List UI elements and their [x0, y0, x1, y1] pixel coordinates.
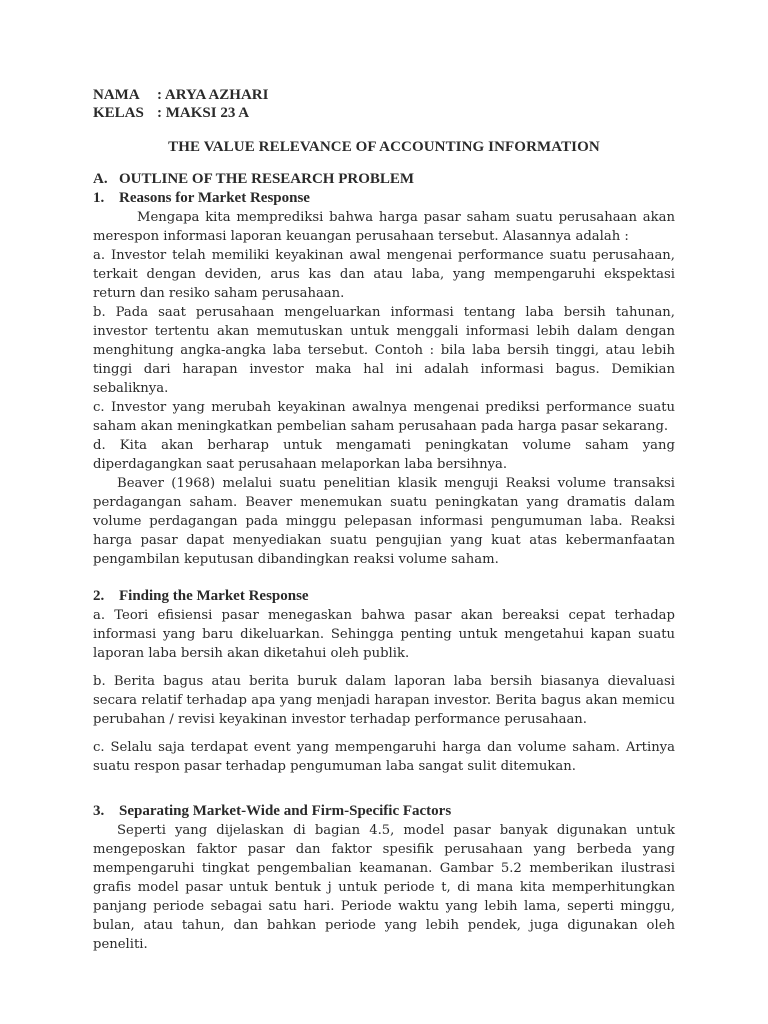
subsection-3-title: Separating Market-Wide and Firm-Specific Factors: [119, 803, 452, 819]
subsection-2-item-a: a. Teori efisiensi pasar menegaskan bahwa pasar akan bereaksi cepat terhadap informasi yang baru dikeluarkan. Sehingga penting untuk mengetahui kapan suatu laporan laba bersih akan diketahui oleh publik.: [93, 608, 675, 661]
subsection-1-item-b: b. Pada saat perusahaan mengeluarkan informasi tentang laba bersih tahunan, investor tertentu akan memutuskan untuk menggali informasi lebih dalam dengan menghitung angka-angka laba tersebut. Contoh : bila laba bersih tinggi, atau lebih tinggi dari harapan investor maka hal ini adalah informasi bagus. Demikian sebaliknya.: [93, 305, 675, 396]
subsection-2-item-b: b. Berita bagus atau berita buruk dalam laporan laba bersih biasanya dievaluasi secara relatif terhadap apa yang menjadi harapan investor. Berita bagus akan memicu perubahan / revisi keyakinan investor terhadap performance perusahaan.: [93, 674, 675, 727]
subsection-1-item-c: c. Investor yang merubah keyakinan awalnya mengenai prediksi performance suatu saham akan meningkatkan pembelian saham perusahaan pada harga pasar sekarang.: [93, 400, 675, 434]
name-value: : ARYA AZHARI: [157, 87, 269, 103]
subsection-2-number: 2.: [93, 588, 105, 604]
subsection-3-body: Seperti yang dijelaskan di bagian 4.5, model pasar banyak digunakan untuk mengeposkan faktor pasar dan faktor spesifik perusahaan yang berbeda yang mempengaruhi tingkat pengembalian keamanan. Gambar 5.2 memberikan ilustrasi grafis model pasar untuk bentuk j untuk periode t, di mana kita memperhitungkan panjang periode sebagai satu hari. Periode waktu yang lebih lama, seperti minggu, bulan, atau tahun, dan bahkan periode yang lebih pendek, juga digunakan oleh peneliti.: [93, 823, 675, 952]
document-page: [93, 86, 675, 954]
subsection-3-heading: [93, 802, 675, 821]
document-title: THE VALUE RELEVANCE OF ACCOUNTING INFORMATION: [168, 139, 600, 155]
name-label: NAMA: [93, 87, 140, 103]
class-label: KELAS: [93, 105, 144, 121]
subsection-2-item-c: c. Selalu saja terdapat event yang mempengaruhi harga dan volume saham. Artinya suatu respon pasar terhadap pengumuman laba sangat sulit ditemukan.: [93, 740, 675, 774]
subsection-1-item-a: a. Investor telah memiliki keyakinan awal mengenai performance suatu perusahaan, terkait dengan deviden, arus kas dan atau laba, yang mempengaruhi ekspektasi return dan resiko saham perusahaan.: [93, 248, 675, 301]
subsection-1-intro: Mengapa kita memprediksi bahwa harga pasar saham suatu perusahaan akan merespon informasi laporan keuangan perusahaan tersebut. Alasannya adalah :: [93, 210, 675, 244]
subsection-1-heading: [93, 189, 675, 208]
section-a-heading: [93, 170, 675, 189]
subsection-3-number: 3.: [93, 803, 105, 819]
subsection-2-heading: [93, 587, 675, 606]
class-value: : MAKSI 23 A: [157, 105, 250, 121]
subsection-1-beaver-paragraph: Beaver (1968) melalui suatu penelitian klasik menguji Reaksi volume transaksi perdagangan saham. Beaver menemukan suatu peningkatan yang dramatis dalam volume perdagangan pada minggu pelepasan informasi pengumuman laba. Reaksi harga pasar dapat menyediakan suatu pengujian yang kuat atas kebermanfaatan pengambilan keputusan dibandingkan reaksi volume saham.: [93, 476, 675, 567]
section-a-title: OUTLINE OF THE RESEARCH PROBLEM: [119, 171, 415, 187]
subsection-2-title: Finding the Market Response: [119, 588, 309, 604]
class-row: [93, 104, 675, 122]
subsection-1-title: Reasons for Market Response: [119, 190, 310, 206]
section-a-number: A.: [93, 171, 108, 187]
name-row: [93, 86, 675, 104]
subsection-1-number: 1.: [93, 190, 105, 206]
subsection-1-item-d: d. Kita akan berharap untuk mengamati peningkatan volume saham yang diperdagangkan saat perusahaan melaporkan laba bersihnya.: [93, 438, 675, 472]
